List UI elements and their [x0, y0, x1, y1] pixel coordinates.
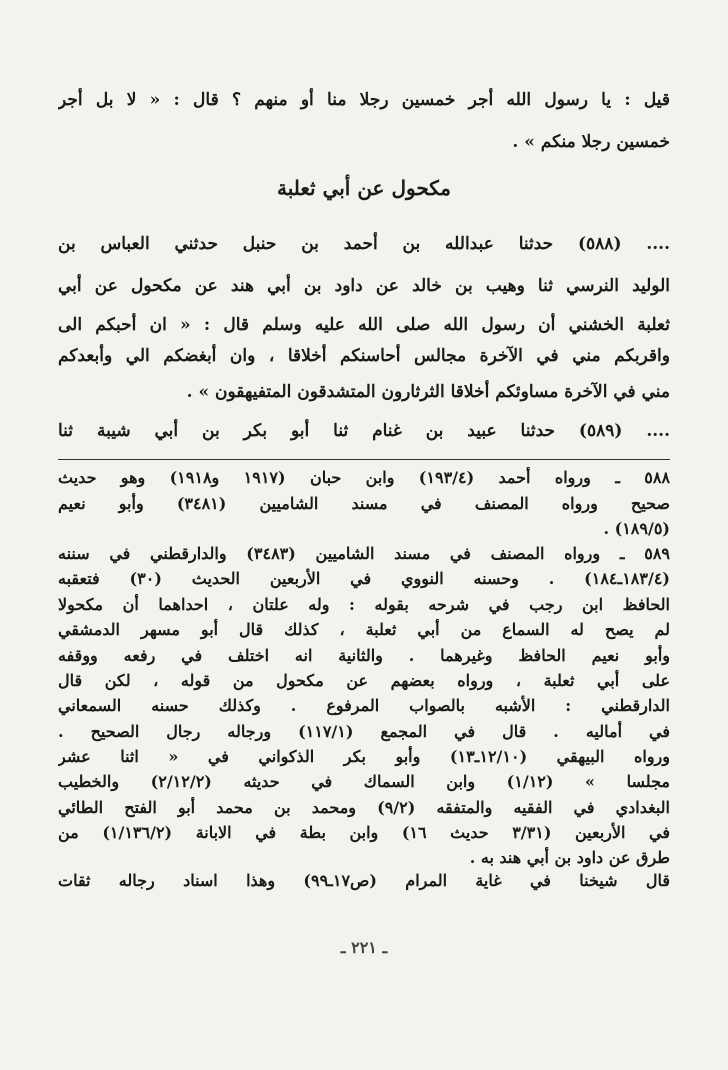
hadith-588-line: ثعلبة الخشني أن رسول الله صلى الله عليه وسلم قال : « ان أحبكم الى — [58, 315, 670, 335]
hadith-588-line: .... (٥٨٨) حدثنا عبدالله بن أحمد بن حنبل حدثني العباس بن — [58, 234, 670, 254]
section-heading: مكحول عن أبي ثعلبة — [277, 176, 451, 200]
footnote-line: (١٨٩/٥) . — [603, 519, 670, 538]
page-number: ـ ٢٢١ ـ — [340, 938, 388, 957]
footnote-line: طرق عن داود بن أبي هند به . — [469, 848, 670, 867]
footnote-line: في الأربعين (٣/٣١ حديث ١٦) وابن بطة في الابانة (١/١٣٦/٢) من — [58, 823, 670, 842]
footnote-line: في أماليه . قال في المجمع (١١٧/١) ورجاله رجال الصحيح . — [58, 722, 670, 741]
footnote-line: (١٨٣/٤ـ١٨٤) . وحسنه النووي في الأربعين الحديث (٣٠) فتعقبه — [58, 569, 670, 588]
footnote-line: وأبو نعيم الحافظ وغيرهما . والثانية انه اختلف في رفعه ووقفه — [58, 646, 670, 665]
hadith-588-line: الوليد النرسي ثنا وهيب بن خالد عن داود بن أبي هند عن مكحول عن أبي — [58, 276, 670, 296]
footnote-line: البغدادي في الفقيه والمتفقه (٩/٢) ومحمد بن محمد أبو الفتح الطائي — [58, 798, 670, 817]
footnote-line: قال شيخنا في غاية المرام (ص١٧ـ٩٩) وهذا اسناد رجاله ثقات — [58, 871, 670, 890]
footnote-line: ٥٨٨ ـ ورواه أحمد (١٩٣/٤) وابن حبان (١٩١٧ و١٩١٨) وهو حديث — [58, 468, 670, 487]
intro-line: خمسين رجلا منكم » . — [512, 132, 670, 152]
footnote-line: على أبي ثعلبة ، ورواه بعضهم عن مكحول من قوله ، لكن قال — [58, 671, 670, 690]
footnote-line: الحافظ ابن رجب في شرحه بقوله : وله علتان ، احداهما أن مكحولا — [58, 595, 670, 614]
footnote-divider — [58, 459, 670, 460]
footnote-line: ورواه البيهقي (١٢/١٠ـ١٣) وأبو بكر الذكواني في « اثنا عشر — [58, 747, 670, 766]
footnote-line: لم يصح له السماع من أبي ثعلبة ، كذلك قال أبو مسهر الدمشقي — [58, 620, 670, 639]
hadith-588-line: مني في الآخرة مساوئكم أخلاقا الثرثارون المتشدقون المتفيهقون » . — [186, 382, 670, 402]
hadith-588-line: واقربكم مني في الآخرة مجالس أحاسنكم أخلاقا ، وان أبغضكم الي وأبعدكم — [58, 346, 670, 366]
footnote-line: الدارقطني : الأشبه بالصواب المرفوع . وكذلك حسنه السمعاني — [58, 696, 670, 715]
footnote-line: مجلسا » (١/١٢) وابن السماك في حديثه (٢/١٢/٢) والخطيب — [58, 772, 670, 791]
intro-line: قيل : يا رسول الله أجر خمسين رجلا منا أو منهم ؟ قال : « لا بل أجر — [58, 90, 670, 110]
hadith-589-line: .... (٥٨٩) حدثنا عبيد بن غنام ثنا أبو بكر بن أبي شيبة ثنا — [58, 421, 670, 441]
footnote-line: ٥٨٩ ـ ورواه المصنف في مسند الشاميين (٣٤٨٣) والدارقطني في سننه — [58, 544, 670, 563]
footnote-line: صحيح ورواه المصنف في مسند الشاميين (٣٤٨١) وأبو نعيم — [58, 494, 670, 513]
